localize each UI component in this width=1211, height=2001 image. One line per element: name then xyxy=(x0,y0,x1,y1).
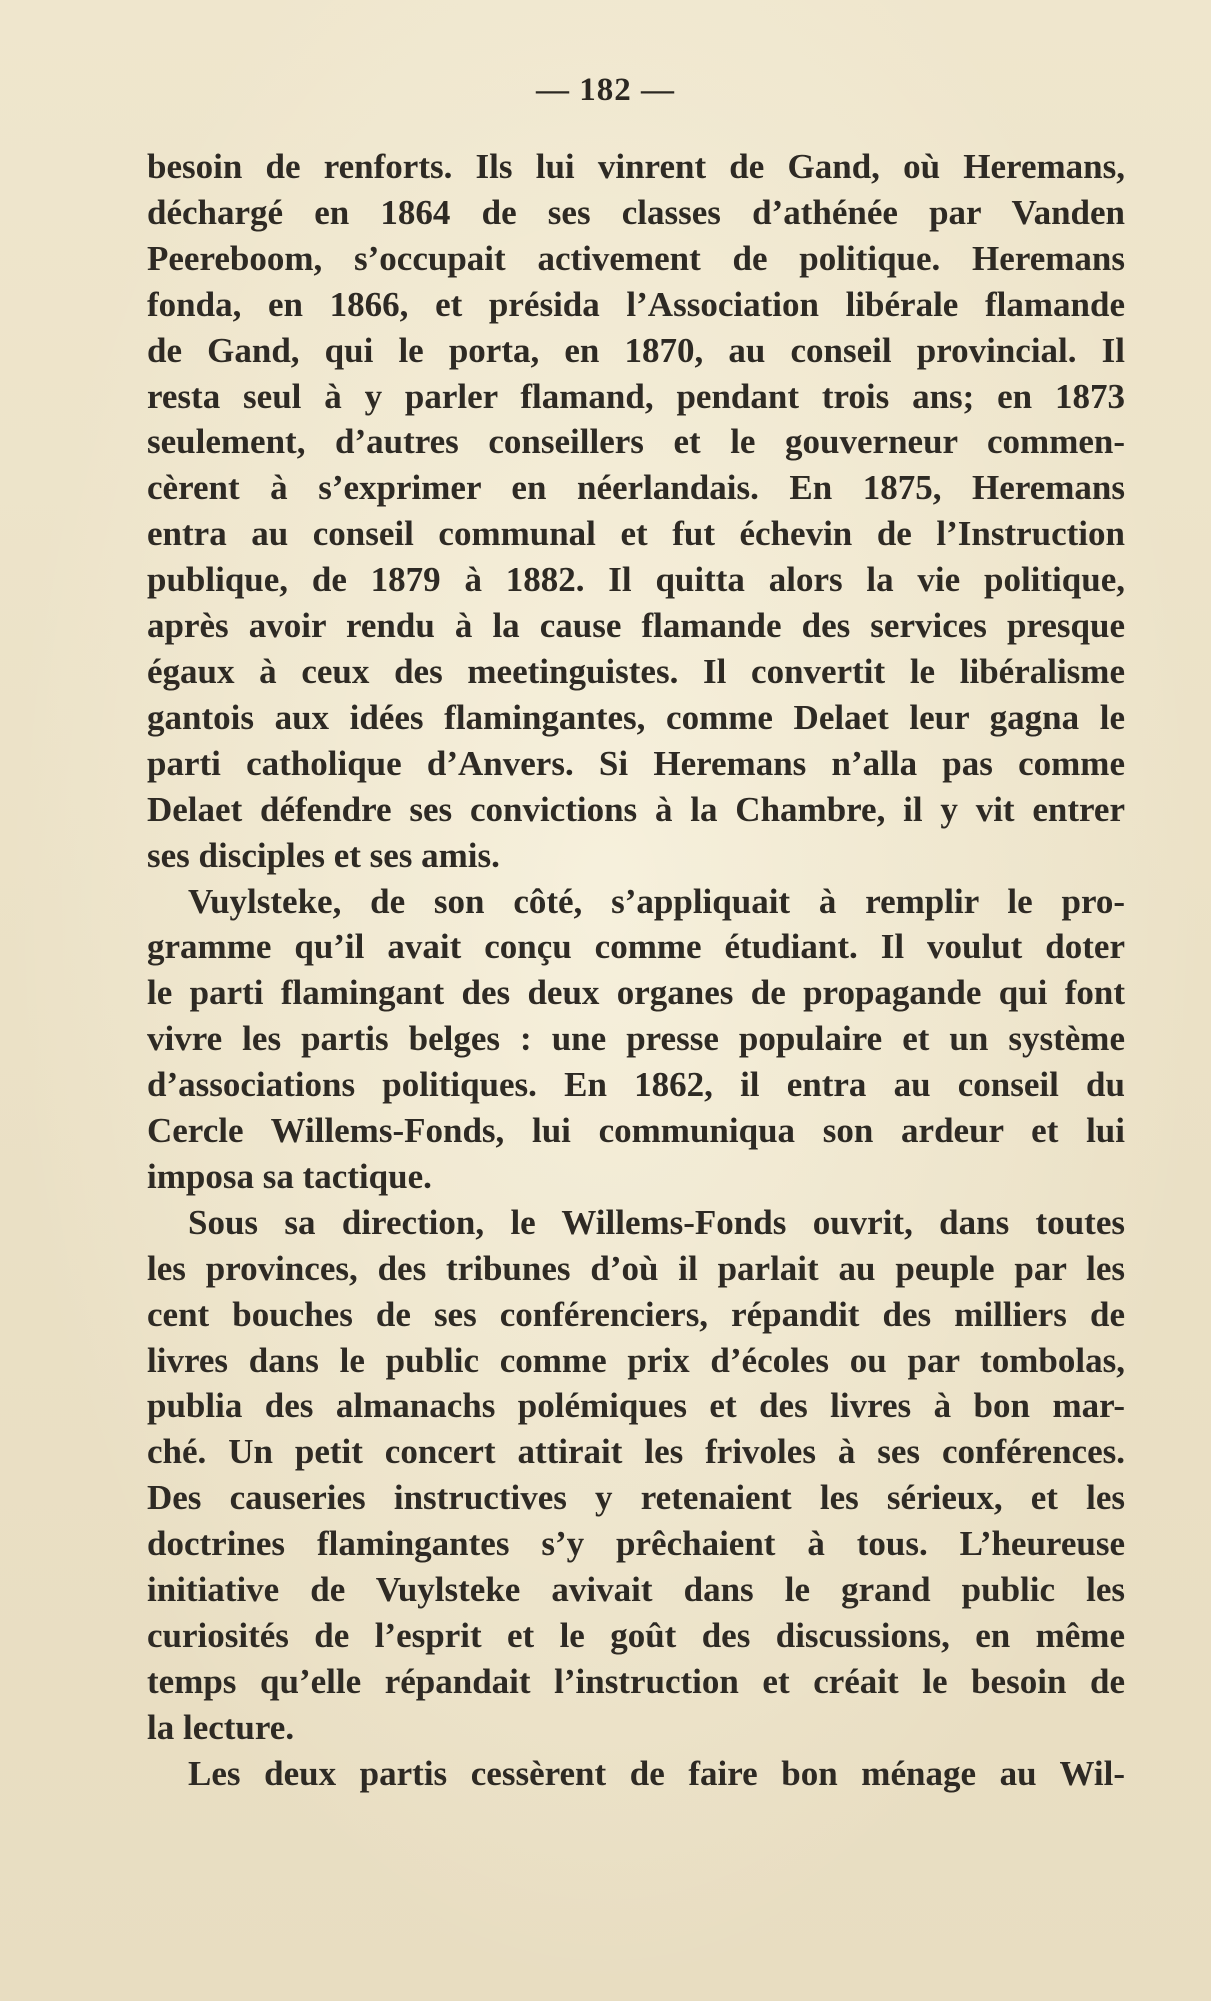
text-line: de Gand, qui le porta, en 1870, au conseil provincial. Il xyxy=(147,330,1125,370)
text-line: après avoir rendu à la cause flamande des services presque xyxy=(147,606,1125,646)
text-line: entra au conseil communal et fut échevin de l’Instruction xyxy=(147,514,1125,554)
text-line: déchargé en 1864 de ses classes d’athénée par Vanden xyxy=(147,192,1125,232)
text-line: publia des almanachs polémiques et des livres à bon mar- xyxy=(147,1386,1125,1426)
text-line: Cercle Willems-Fonds, lui communiqua son ardeur et lui xyxy=(147,1111,1125,1151)
text-line: livres dans le public comme prix d’écoles ou par tombolas, xyxy=(147,1340,1125,1380)
text-line: doctrines flamingantes s’y prêchaient à tous. L’heureuse xyxy=(147,1524,1125,1564)
text-line: la lecture. xyxy=(147,1707,295,1747)
text-line: Sous sa direction, le Willems-Fonds ouvrit, dans toutes xyxy=(188,1202,1125,1242)
text-line: gantois aux idées flamingantes, comme Delaet leur gagna le xyxy=(147,697,1125,737)
text-line: ché. Un petit concert attirait les frivoles à ses conférences. xyxy=(147,1432,1125,1472)
text-line: initiative de Vuylsteke avivait dans le grand public les xyxy=(147,1570,1125,1610)
text-line: temps qu’elle répandait l’instruction et créait le besoin de xyxy=(147,1661,1125,1701)
paragraph xyxy=(147,1751,1125,1797)
text-line: cèrent à s’exprimer en néerlandais. En 1875, Heremans xyxy=(147,468,1125,508)
text-line: les provinces, des tribunes d’où il parlait au peuple par les xyxy=(147,1248,1125,1288)
text-line: d’associations politiques. En 1862, il entra au conseil du xyxy=(147,1065,1125,1105)
text-line: Les deux partis cessèrent de faire bon ménage au Wil- xyxy=(188,1753,1125,1793)
text-line: fonda, en 1866, et présida l’Association libérale flamande xyxy=(147,284,1125,324)
text-line: imposa sa tactique. xyxy=(147,1156,432,1196)
body-text xyxy=(147,144,1125,1797)
text-line: curiosités de l’esprit et le goût des discussions, en même xyxy=(147,1616,1125,1655)
text-line: cent bouches de ses conférenciers, répandit des milliers de xyxy=(147,1294,1125,1334)
text-line: gramme qu’il avait conçu comme étudiant. Il voulut doter xyxy=(147,927,1125,967)
text-line: égaux à ceux des meetinguistes. Il convertit le libéralisme xyxy=(147,651,1125,691)
text-line: Vuylsteke, de son côté, s’appliquait à remplir le pro- xyxy=(188,881,1125,921)
text-line: besoin de renforts. Ils lui vinrent de Gand, où Heremans, xyxy=(147,147,1125,186)
paragraph xyxy=(147,144,1125,879)
page-number: — 182 — xyxy=(536,72,675,108)
text-line: Peereboom, s’occupait activement de politique. Heremans xyxy=(147,238,1125,278)
text-line: le parti flamingant des deux organes de propagande qui font xyxy=(147,973,1125,1013)
text-line: vivre les partis belges : une presse populaire et un système xyxy=(147,1019,1125,1059)
text-line: Delaet défendre ses convictions à la Chambre, il y vit entrer xyxy=(147,789,1125,829)
paragraph xyxy=(147,1200,1125,1751)
text-line: Des causeries instructives y retenaient les sérieux, et les xyxy=(147,1478,1125,1518)
text-line: parti catholique d’Anvers. Si Heremans n’alla pas comme xyxy=(147,743,1125,783)
text-line: resta seul à y parler flamand, pendant trois ans; en 1873 xyxy=(147,376,1125,416)
text-line: publique, de 1879 à 1882. Il quitta alors la vie politique, xyxy=(147,560,1125,600)
text-line: seulement, d’autres conseillers et le gouverneur commen- xyxy=(147,422,1125,462)
paragraph xyxy=(147,879,1125,1200)
text-line: ses disciples et ses amis. xyxy=(147,835,500,875)
